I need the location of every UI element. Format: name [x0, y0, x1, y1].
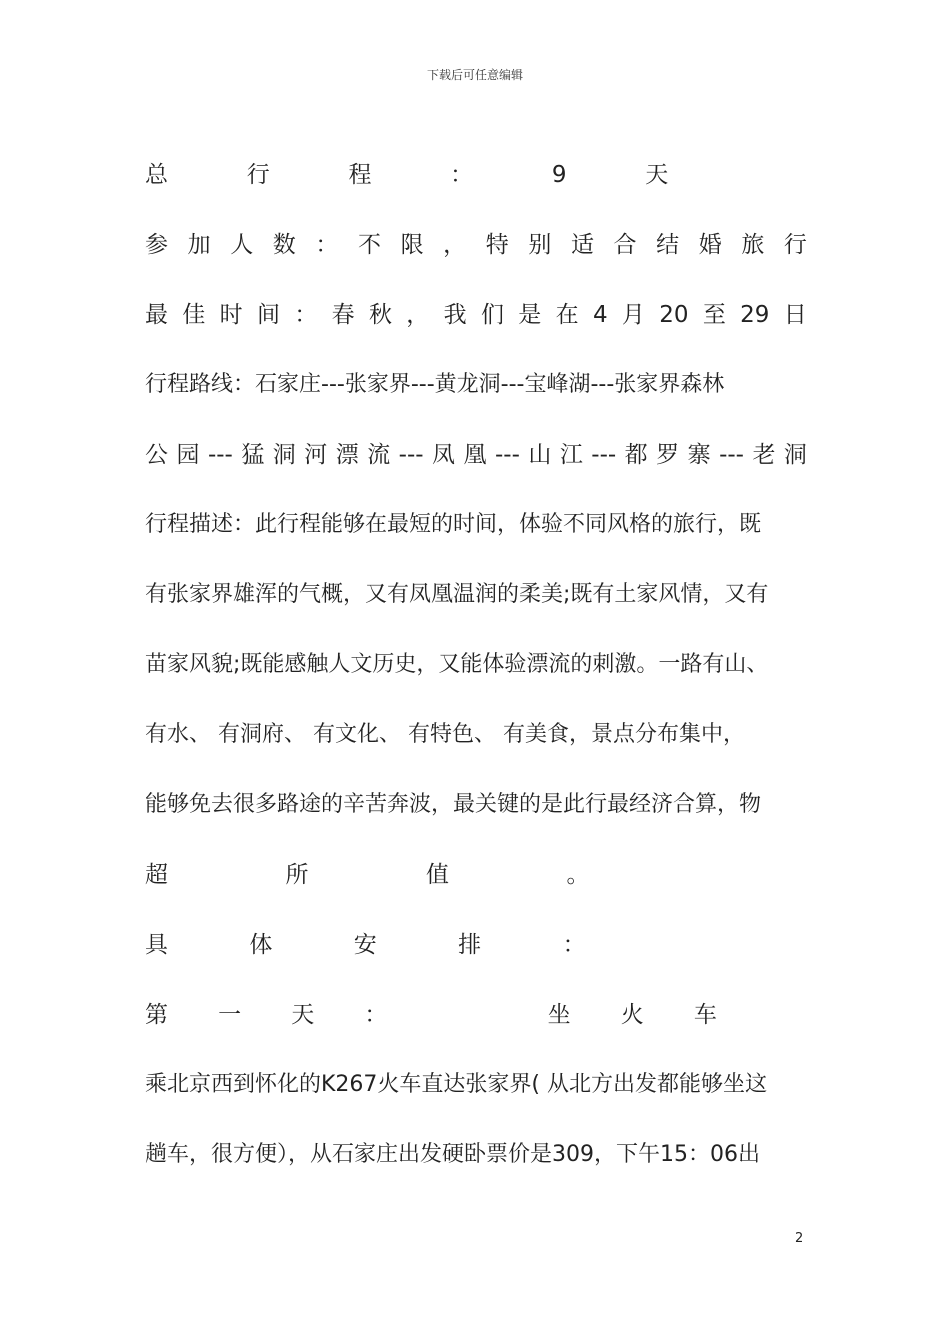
- char: 人: [230, 232, 254, 258]
- char: 不: [357, 232, 381, 258]
- char: 参: [145, 232, 168, 258]
- text-line-11: [145, 860, 807, 890]
- char: 一: [218, 1002, 242, 1028]
- char: 月: [621, 302, 645, 328]
- text-line-9: 有水、 有洞府、 有文化、 有特色、 有美食，景点分布集中，: [145, 722, 745, 747]
- char: ---: [719, 442, 744, 468]
- char: 9: [551, 162, 567, 188]
- char: 山: [528, 442, 552, 468]
- char: 车: [693, 1002, 717, 1028]
- char: 行: [783, 232, 807, 258]
- text-line-2: [145, 230, 807, 260]
- char: 日: [783, 302, 807, 328]
- text-line-8: 苗家风貌;既能感触人文历史，又能体验漂流的刺激。一路有山、: [145, 652, 769, 677]
- char: 超: [145, 862, 168, 888]
- char: 天: [645, 162, 669, 188]
- char: 猛: [241, 442, 265, 468]
- char: 适: [570, 232, 594, 258]
- char: 们: [480, 302, 504, 328]
- char: ，: [443, 232, 467, 258]
- char: 具: [145, 932, 168, 958]
- char: 程: [348, 162, 372, 188]
- text-line-5: [145, 440, 807, 470]
- char: 公: [145, 442, 168, 468]
- char: 漂: [335, 442, 359, 468]
- char: 在: [555, 302, 579, 328]
- text-line-10: 能够免去很多路途的辛苦奔波，最关键的是此行最经济合算，物: [145, 792, 762, 817]
- char: 20: [659, 302, 689, 328]
- char: 4: [592, 302, 608, 328]
- char: 是: [518, 302, 542, 328]
- char: ：: [294, 302, 318, 328]
- char: ：: [562, 932, 586, 958]
- text-line-7: 有张家界雄浑的气概，又有凤凰温润的柔美;既有土家风情，又有: [145, 582, 769, 607]
- char: 排: [458, 932, 482, 958]
- char: 天: [291, 1002, 315, 1028]
- char: 所: [285, 862, 309, 888]
- char: 我: [443, 302, 467, 328]
- char: 值: [426, 862, 449, 888]
- char: ：: [450, 162, 474, 188]
- char: ：: [315, 232, 339, 258]
- text-line-3: [145, 300, 807, 330]
- text-line-15: 趟车，很方便），从石家庄出发硬卧票价是309，下午15：06出: [145, 1142, 760, 1167]
- text-line-13: [145, 1000, 807, 1030]
- char: 园: [176, 442, 200, 468]
- char: 寨: [687, 442, 711, 468]
- page-header: 下载后可任意编辑: [426, 68, 523, 82]
- char: ---: [207, 442, 233, 468]
- text-line-1: [145, 160, 807, 190]
- char: 江: [559, 442, 583, 468]
- char: 结: [656, 232, 680, 258]
- char: 罗: [656, 442, 680, 468]
- char: 29: [740, 302, 770, 328]
- char: 。: [566, 862, 590, 888]
- char: 至: [702, 302, 726, 328]
- char: 最: [145, 302, 168, 328]
- char: 凰: [463, 442, 487, 468]
- char: ---: [591, 442, 617, 468]
- char: ---: [398, 442, 424, 468]
- char: 坐: [547, 1002, 571, 1028]
- char: 限: [400, 232, 424, 258]
- char: 流: [367, 442, 391, 468]
- char: 合: [613, 232, 637, 258]
- char: 火: [620, 1002, 644, 1028]
- char: 体: [249, 932, 273, 958]
- char: ：: [364, 1002, 388, 1028]
- char: 加: [187, 232, 211, 258]
- char: 秋: [368, 302, 392, 328]
- char: 别: [528, 232, 552, 258]
- char: 间: [256, 302, 280, 328]
- char: 时: [219, 302, 243, 328]
- char: 第: [145, 1002, 168, 1028]
- char: 都: [624, 442, 648, 468]
- char: ---: [494, 442, 520, 468]
- spacer: [707, 860, 807, 890]
- char: 安: [353, 932, 377, 958]
- char: ，: [406, 302, 430, 328]
- char: 凤: [432, 442, 456, 468]
- char: 洞: [272, 442, 296, 468]
- text-line-12: [145, 930, 807, 960]
- char: 婚: [698, 232, 722, 258]
- char: 洞: [783, 442, 807, 468]
- char: 河: [304, 442, 328, 468]
- char: 佳: [182, 302, 206, 328]
- text-line-6: 行程描述：此行程能够在最短的时间，体验不同风格的旅行，既: [145, 512, 762, 537]
- spacer: [667, 930, 807, 960]
- char: 行: [246, 162, 270, 188]
- text-line-14: 乘北京西到怀化的K267火车直达张家界( 从北方出发都能够坐这: [145, 1072, 767, 1097]
- char: 特: [485, 232, 509, 258]
- char: 数: [272, 232, 296, 258]
- char: 春: [331, 302, 355, 328]
- text-line-4: 行程路线：石家庄---张家界---黄龙洞---宝峰湖---张家界森林: [145, 372, 725, 397]
- char: 旅: [741, 232, 765, 258]
- char: 老: [752, 442, 776, 468]
- page-number: 2: [795, 1231, 804, 1246]
- char: 总: [145, 162, 168, 188]
